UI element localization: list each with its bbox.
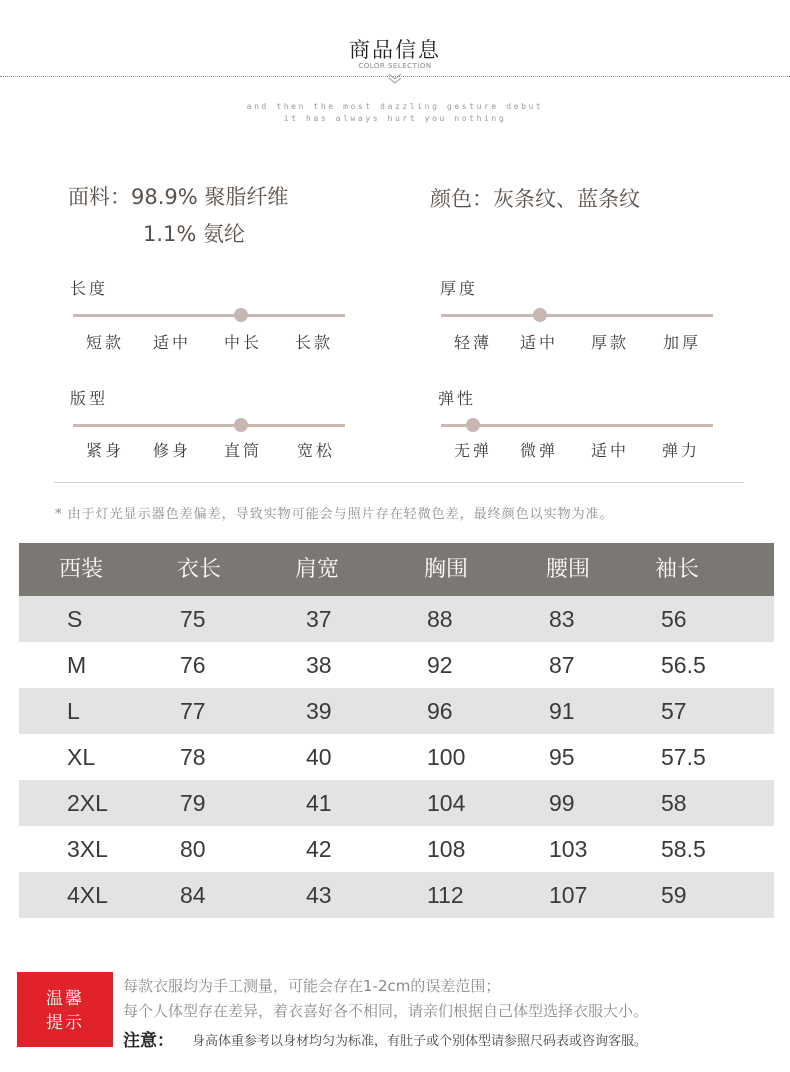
scale-option: 直筒 [224,441,263,460]
table-cell: 39 [306,698,332,724]
table-row [19,826,774,872]
table-row [19,642,774,688]
scale-title-elasticity: 弹性 [438,389,477,408]
scale-knob-length [234,308,248,322]
table-cell: 58.5 [661,836,706,862]
color-info: 颜色：灰条纹、蓝条纹 [430,187,640,211]
table-cell: 79 [180,790,206,816]
scale-knob-elasticity [466,418,480,432]
tip-badge [17,972,113,1047]
table-row [19,734,774,780]
table-row [19,872,774,918]
table-cell: 78 [180,744,206,770]
page-title: 商品信息 [349,38,441,62]
notice-label: 注意： [123,1031,174,1051]
header-cell: 腰围 [546,557,591,582]
table-cell: 38 [306,652,332,678]
table-cell: XL [67,744,96,770]
table-cell: 57 [661,698,687,724]
scale-option: 弹力 [662,441,701,460]
scale-option: 适中 [591,441,630,460]
table-cell: 104 [427,790,466,816]
table-cell: L [67,698,80,724]
scale-title-fit: 版型 [70,389,109,408]
scale-option: 轻薄 [454,333,493,352]
header-cell: 肩宽 [295,557,340,582]
table-cell: 40 [306,744,332,770]
size-table [19,543,774,918]
tip-badge-line-1: 温馨 [46,989,84,1009]
scale-option: 加厚 [663,333,702,352]
chevron-down-icon [385,72,405,86]
table-cell: 4XL [67,882,108,908]
scale-option: 短款 [86,333,125,352]
color-disclaimer: * 由于灯光显示器色差偏差，导致实物可能会与照片存在轻微色差，最终颜色以实物为准。 [55,507,614,522]
table-cell: 56 [661,606,687,632]
scale-option: 宽松 [297,441,336,460]
table-cell: 91 [549,698,575,724]
table-cell: M [67,652,87,678]
table-cell: 84 [180,882,206,908]
table-cell: 80 [180,836,206,862]
table-cell: 77 [180,698,206,724]
scale-option: 适中 [520,333,559,352]
table-header [19,543,774,596]
table-cell: 96 [427,698,453,724]
scale-knob-fit [234,418,248,432]
tip-badge-line-2: 提示 [46,1013,84,1033]
fabric-info-secondary: 1.1% 氨纶 [143,222,246,246]
table-cell: 92 [427,652,453,678]
tip-text-1: 每款衣服均为手工测量，可能会存在1-2cm的误差范围； [123,977,501,995]
table-cell: 57.5 [661,744,706,770]
table-cell: 103 [549,836,588,862]
table-cell: S [67,606,83,632]
table-cell: 59 [661,882,687,908]
table-row [19,596,774,642]
section-divider [54,482,744,483]
header-cell: 西装 [59,557,104,582]
table-cell: 76 [180,652,206,678]
table-cell: 56.5 [661,652,706,678]
scale-title-length: 长度 [70,279,109,298]
scale-option: 适中 [153,333,192,352]
table-cell: 43 [306,882,332,908]
header-cell: 衣长 [177,557,222,582]
header-subtitle: COLOR SELECTION [0,62,790,70]
tip-text-2: 每个人体型存在差异，着衣喜好各不相同，请亲们根据自己体型选择衣服大小。 [123,1002,649,1020]
table-cell: 42 [306,836,332,862]
scale-option: 微弹 [520,441,559,460]
table-cell: 108 [427,836,466,862]
table-cell: 41 [306,790,332,816]
table-row [19,688,774,734]
table-cell: 75 [180,606,206,632]
scale-option: 紧身 [86,441,125,460]
scale-track-fit [73,424,345,427]
table-row [19,780,774,826]
scale-track-thickness [441,314,713,317]
table-cell: 83 [549,606,575,632]
tagline-line-1: and then the most dazzling gesture debut [246,102,544,111]
header-cell: 袖长 [655,557,700,582]
table-cell: 2XL [67,790,108,816]
scale-option: 修身 [153,441,192,460]
scale-knob-thickness [533,308,547,322]
table-cell: 87 [549,652,575,678]
table-cell: 100 [427,744,466,770]
scale-option: 无弹 [454,441,493,460]
header-cell: 胸围 [424,557,469,582]
scale-option: 中长 [224,333,263,352]
table-cell: 58 [661,790,687,816]
table-cell: 112 [427,882,464,908]
scale-track-length [73,314,345,317]
table-cell: 3XL [67,836,108,862]
scale-option: 长款 [295,333,334,352]
table-cell: 99 [549,790,575,816]
tagline-line-2: it has always hurt you nothing [283,114,507,123]
table-cell: 88 [427,606,453,632]
scale-option: 厚款 [591,333,630,352]
scale-track-elasticity [441,424,713,427]
notice-text: 身高体重参考以身材均匀为标准，有肚子或个别体型请参照尺码表或咨询客服。 [192,1034,648,1049]
scale-title-thickness: 厚度 [440,279,479,298]
table-cell: 37 [306,606,332,632]
table-cell: 107 [549,882,588,908]
fabric-info: 面料：98.9% 聚脂纤维 [68,185,289,209]
table-cell: 95 [549,744,575,770]
